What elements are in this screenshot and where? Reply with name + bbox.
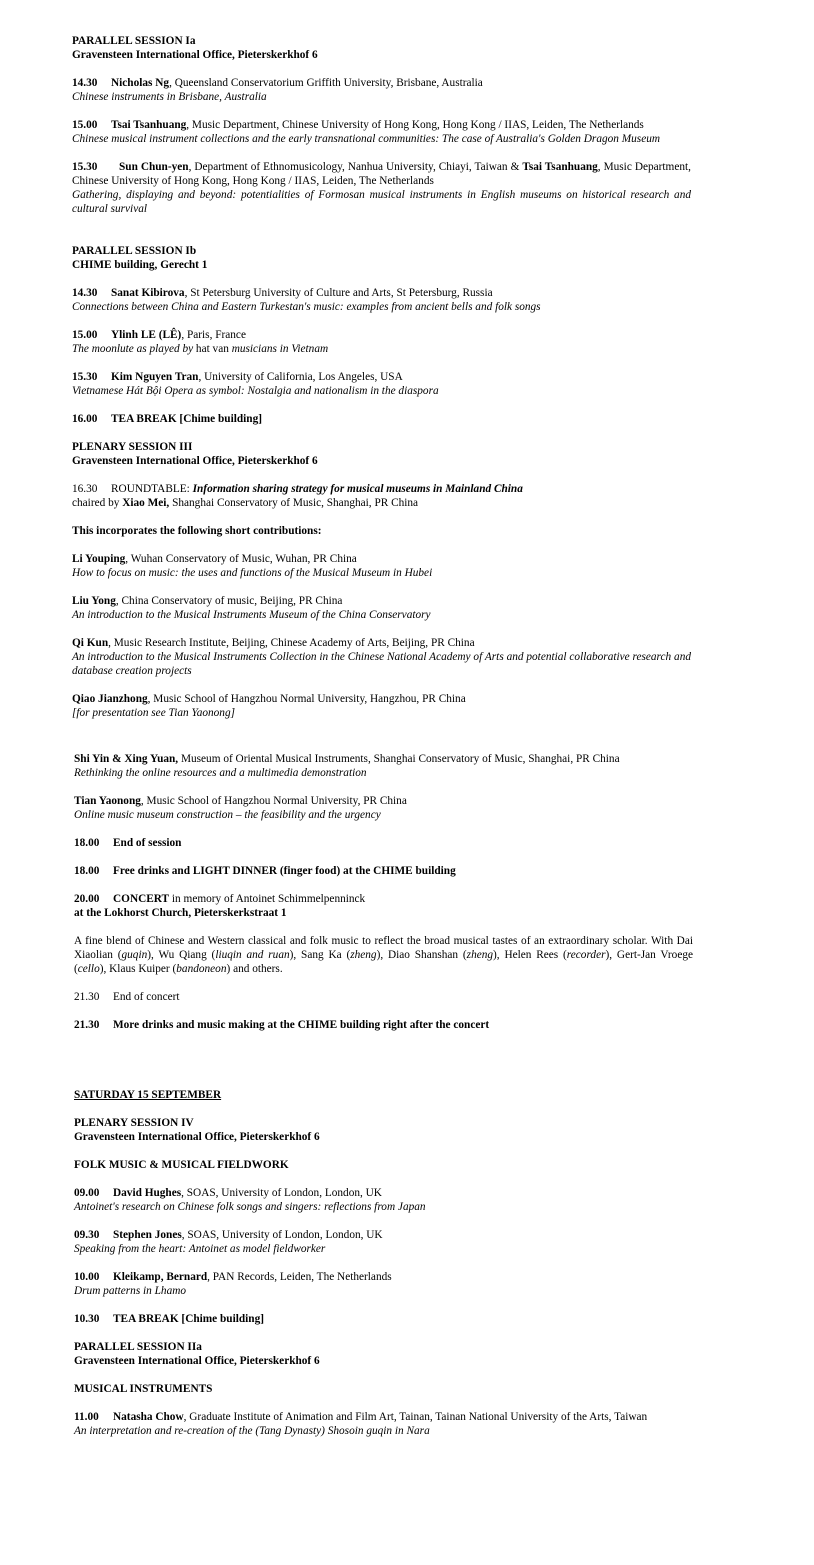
session-header	[72, 34, 691, 62]
talk-time: 15.00	[72, 329, 98, 341]
talk-affiliation: , SOAS, University of London, London, UK	[181, 1229, 383, 1241]
session-venue: Gravensteen International Office, Pieterskerkhof 6	[74, 1131, 320, 1143]
talk-title: Chinese musical instrument collections and the early transnational communities: The case of Australia's Golden Dragon Museum	[72, 133, 661, 145]
event-description: in memory of Antoinet Schimmelpenninck	[169, 893, 366, 905]
tea-break-time: 16.00	[72, 413, 98, 425]
event-label: CONCERT	[113, 893, 170, 905]
text-part: ), Diao Shanshan (	[376, 949, 467, 961]
talk-affiliation: , SOAS, University of London, London, UK	[181, 1187, 382, 1199]
talk-title: Speaking from the heart: Antoinet as model fieldworker	[74, 1243, 326, 1255]
session-title: PARALLEL SESSION Ib	[72, 245, 197, 257]
event-time: 21.30	[74, 991, 100, 1003]
talk-title: Gathering, displaying and beyond: potentialities of Formosan musical instruments in English museums on historical research and cultural survival	[72, 189, 691, 215]
contribution-title: An introduction to the Musical Instruments Museum of the China Conservatory	[72, 609, 431, 621]
talk-time: 10.00	[74, 1271, 100, 1283]
session-title: PARALLEL SESSION IIa	[74, 1341, 202, 1353]
contribution-title: Rethinking the online resources and a multimedia demonstration	[74, 767, 367, 779]
session-title: PLENARY SESSION III	[72, 441, 193, 453]
talk-title: An interpretation and re-creation of the (Tang Dynasty) Shosoin guqin in Nara	[74, 1425, 430, 1437]
talk-time: 14.30	[72, 287, 98, 299]
contribution-speaker: Qiao Jianzhong	[72, 693, 148, 705]
text-part: A fine blend of Chinese and Western classical and folk music to reflect the broad musical tastes of an extraordinary scholar. With Dai Xiaolian (	[74, 935, 693, 961]
talk-speaker-2: Tsai Tsanhuang	[522, 161, 598, 173]
talk-affiliation: , St Petersburg University of Culture and Arts, St Petersburg, Russia	[184, 287, 493, 299]
end-of-concert	[74, 990, 693, 1004]
contribution-speaker: Liu Yong	[72, 595, 116, 607]
instrument-name: bandoneon	[176, 963, 227, 975]
session-header	[72, 244, 691, 272]
session-header	[74, 1116, 693, 1144]
text-part: ), Helen Rees (	[493, 949, 567, 961]
schedule-part-2	[74, 752, 693, 1452]
chair-affiliation: Shanghai Conservatory of Music, Shanghai, PR China	[169, 497, 419, 509]
instrument-name: recorder	[566, 949, 606, 961]
contribution-title: [for presentation see Tian Yaonong]	[72, 707, 235, 719]
session-title: PLENARY SESSION IV	[74, 1117, 194, 1129]
roundtable-prefix: ROUNDTABLE:	[111, 483, 193, 495]
tea-break	[74, 1312, 693, 1326]
contributions-intro: This incorporates the following short contributions:	[72, 525, 322, 537]
talk-time: 15.00	[72, 119, 98, 131]
talk-title: Connections between China and Eastern Turkestan's music: examples from ancient bells and folk songs	[72, 301, 541, 313]
contribution-affiliation: , China Conservatory of music, Beijing, PR China	[115, 595, 343, 607]
talk-time: 14.30	[72, 77, 98, 89]
talk-affiliation-2: , Music Department, Chinese University of Hong Kong, Hong Kong / IIAS, Leiden, The Netherlands	[72, 161, 691, 187]
talk-speaker: Sun Chun-yen	[119, 161, 189, 173]
talk-time: 11.00	[74, 1411, 99, 1423]
event-label: More drinks and music making at the CHIME building right after the concert	[113, 1019, 490, 1031]
talk-affiliation: , University of California, Los Angeles, USA	[198, 371, 403, 383]
chair-name: Xiao Mei,	[122, 497, 170, 509]
contribution-affiliation: , Wuhan Conservatory of Music, Wuhan, PR China	[125, 553, 357, 565]
concert-description	[74, 934, 693, 976]
spacer	[74, 1046, 693, 1088]
event-time: 20.00	[74, 893, 100, 905]
event-time: 18.00	[74, 865, 100, 877]
tea-break-label: TEA BREAK [Chime building]	[113, 1313, 264, 1325]
talk-speaker: Sanat Kibirova	[111, 287, 185, 299]
talk-speaker: Ylinh LE (LÊ)	[111, 329, 182, 341]
session-theme: FOLK MUSIC & MUSICAL FIELDWORK	[74, 1159, 289, 1171]
event-label: End of concert	[113, 991, 180, 1003]
talk-time: 09.00	[74, 1187, 100, 1199]
talk-time: 09.30	[74, 1229, 100, 1241]
contribution-title: An introduction to the Musical Instruments Collection in the Chinese National Academy of Arts and potential collaborative research and database creation projects	[72, 651, 691, 677]
talk-title-part: The moonlute as played by	[72, 343, 194, 355]
talk-entry	[72, 370, 691, 398]
session-venue: CHIME building, Gerecht 1	[72, 259, 208, 271]
contribution-speaker: Qi Kun	[72, 637, 109, 649]
session-title: PARALLEL SESSION Ia	[72, 35, 196, 47]
session-venue: Gravensteen International Office, Pieterskerkhof 6	[74, 1355, 320, 1367]
contribution-entry	[72, 552, 691, 580]
contribution-title: How to focus on music: the uses and functions of the Musical Museum in Hubei	[72, 567, 433, 579]
talk-time: 15.30	[72, 371, 98, 383]
roundtable-title: Information sharing strategy for musical museums in Mainland China	[192, 483, 523, 495]
schedule-part-1	[72, 34, 691, 734]
talk-entry	[74, 1186, 693, 1214]
talk-affiliation: , Department of Ethnomusicology, Nanhua University, Chiayi, Taiwan &	[188, 161, 523, 173]
talk-time: 15.30	[72, 161, 98, 173]
talk-affiliation: , PAN Records, Leiden, The Netherlands	[207, 1271, 392, 1283]
talk-title: Drum patterns in Lhamo	[74, 1285, 187, 1297]
talk-speaker: Natasha Chow	[113, 1411, 184, 1423]
roundtable	[72, 482, 691, 510]
instrument-name: guqin	[121, 949, 148, 961]
talk-speaker: David Hughes	[113, 1187, 182, 1199]
talk-entry	[72, 76, 691, 104]
talk-entry	[72, 118, 691, 146]
talk-affiliation: , Music Department, Chinese University of Hong Kong, Hong Kong / IIAS, Leiden, The Netherlands	[186, 119, 644, 131]
tea-break-label: TEA BREAK [Chime building]	[111, 413, 262, 425]
end-of-session	[74, 836, 693, 850]
contribution-title: Online music museum construction – the feasibility and the urgency	[74, 809, 381, 821]
concert	[74, 892, 693, 920]
talk-entry	[74, 1410, 693, 1438]
talk-speaker: Tsai Tsanhuang	[111, 119, 187, 131]
contribution-affiliation: , Music School of Hangzhou Normal University, Hangzhou, PR China	[147, 693, 466, 705]
instrument-name: zheng	[466, 949, 494, 961]
talk-entry	[74, 1270, 693, 1298]
talk-entry	[72, 328, 691, 356]
concert-venue: at the Lokhorst Church, Pieterskerkstraat 1	[74, 907, 287, 919]
event-time: 21.30	[74, 1019, 100, 1031]
tea-break	[72, 412, 691, 426]
talk-speaker: Nicholas Ng	[111, 77, 170, 89]
contribution-entry	[72, 692, 691, 720]
talk-title: Chinese instruments in Brisbane, Australia	[72, 91, 267, 103]
talk-title: Vietnamese Hát Bội Opera as symbol: Nostalgia and nationalism in the diaspora	[72, 385, 439, 397]
contribution-speaker: Shi Yin & Xing Yuan,	[74, 753, 179, 765]
session-venue: Gravensteen International Office, Pieterskerkhof 6	[72, 455, 318, 467]
session-venue: Gravensteen International Office, Pieterskerkhof 6	[72, 49, 318, 61]
text-part: ), Sang Ka (	[289, 949, 351, 961]
talk-affiliation: , Paris, France	[181, 329, 246, 341]
more-drinks	[74, 1018, 693, 1032]
tea-break-time: 10.30	[74, 1313, 100, 1325]
text-part: ), Klaus Kuiper (	[99, 963, 177, 975]
talk-entry	[72, 286, 691, 314]
contribution-speaker: Li Youping	[72, 553, 126, 565]
contribution-entry	[72, 594, 691, 622]
talk-entry	[72, 160, 691, 216]
text-part: ), Wu Qiang (	[147, 949, 216, 961]
talk-affiliation: , Queensland Conservatorium Griffith University, Brisbane, Australia	[169, 77, 483, 89]
event-time: 18.00	[74, 837, 100, 849]
chaired-by: chaired by	[72, 497, 123, 509]
contribution-speaker: Tian Yaonong	[74, 795, 141, 807]
contribution-affiliation: Museum of Oriental Musical Instruments, Shanghai Conservatory of Music, Shanghai, PR China	[178, 753, 620, 765]
session-theme: MUSICAL INSTRUMENTS	[74, 1383, 213, 1395]
talk-speaker: Stephen Jones	[113, 1229, 182, 1241]
contribution-affiliation: , Music School of Hangzhou Normal University, PR China	[140, 795, 407, 807]
talk-title	[72, 342, 691, 356]
roundtable-time: 16.30	[72, 483, 98, 495]
contribution-affiliation: , Music Research Institute, Beijing, Chinese Academy of Arts, Beijing, PR China	[108, 637, 475, 649]
talk-entry	[74, 1228, 693, 1256]
talk-title: Antoinet's research on Chinese folk songs and singers: reflections from Japan	[74, 1201, 426, 1213]
talk-title-part: musicians in Vietnam	[231, 343, 329, 355]
dinner	[74, 864, 693, 878]
event-label: End of session	[113, 837, 182, 849]
text-part: ), Gert-Jan Vroege (	[74, 949, 693, 975]
contribution-entry	[72, 636, 691, 678]
text-part: ) and others.	[226, 963, 283, 975]
instrument-name: zheng	[350, 949, 377, 961]
talk-speaker: Kim Nguyen Tran	[111, 371, 199, 383]
instrument-name: liuqin and ruan	[215, 949, 290, 961]
contribution-entry	[74, 752, 693, 780]
event-label: Free drinks and LIGHT DINNER (finger food) at the CHIME building	[113, 865, 456, 877]
session-header	[74, 1340, 693, 1368]
day-heading: SATURDAY 15 SEPTEMBER	[74, 1089, 222, 1101]
instrument-name: cello	[77, 963, 100, 975]
talk-speaker: Kleikamp, Bernard	[113, 1271, 208, 1283]
contribution-entry	[74, 794, 693, 822]
session-header	[72, 440, 691, 468]
talk-title-part: hat van	[193, 343, 232, 355]
talk-affiliation: , Graduate Institute of Animation and Film Art, Tainan, Tainan National University of the Arts, Taiwan	[183, 1411, 648, 1423]
